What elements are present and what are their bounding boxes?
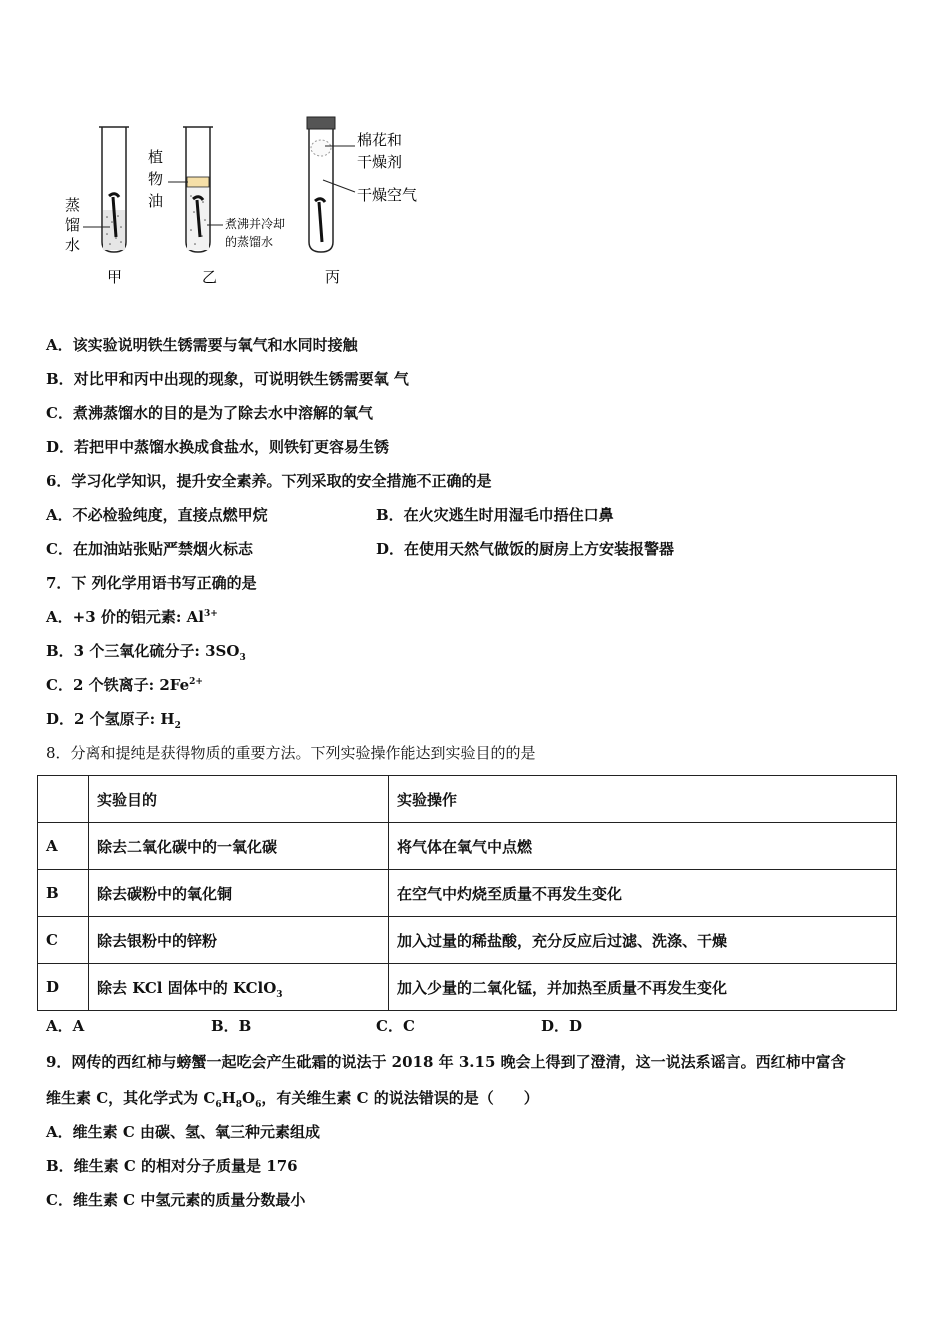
option-key: C． — [46, 404, 73, 422]
header-cell: 实验目的 — [89, 776, 389, 823]
tube-label-yi: 乙 — [202, 268, 218, 286]
q8-answer-b: B．B — [211, 1017, 252, 1035]
row-op: 在空气中灼烧至质量不再发生变化 — [389, 870, 897, 917]
option-text: 该实验说明铁生锈需要与氧气和水同时接触 — [72, 336, 358, 354]
q8-answer-c: C．C — [376, 1017, 415, 1035]
header-cell: 实验操作 — [389, 776, 897, 823]
q7-option-b — [46, 641, 246, 661]
q5-option-c — [46, 403, 373, 423]
option-text: 对比甲和丙中出现的现象，可说明铁生锈需要氧 气 — [73, 370, 409, 388]
subscript: 6 — [215, 1100, 222, 1110]
row-key: B — [38, 870, 89, 917]
row-key: A — [38, 823, 89, 870]
table-row — [38, 917, 897, 964]
rusting-experiment-figure — [55, 112, 455, 297]
q7-stem: 7．下 列化学用语书写正确的是 — [46, 574, 257, 592]
option-text: B．3 个三氧化硫分子: 3SO — [46, 642, 240, 660]
distilled-water-label-1: 蒸 — [65, 196, 81, 214]
cotton-label-1: 棉花和 — [357, 131, 403, 149]
q7-option-c — [46, 675, 203, 695]
test-tubes-diagram — [55, 112, 455, 297]
q6-option-c: C．在加油站张贴严禁烟火标志 — [46, 540, 253, 558]
q7-option-d — [46, 709, 181, 729]
superscript: 3+ — [203, 609, 218, 619]
option-key: B． — [46, 370, 74, 388]
option-text: 若把甲中蒸馏水换成食盐水，则铁钉更容易生锈 — [74, 438, 390, 456]
option-text: D．2 个氢原子: H — [46, 710, 175, 728]
q9-stem-line2 — [46, 1088, 539, 1108]
stem-text: 维生素 C，其化学式为 C — [46, 1089, 216, 1107]
header-cell — [38, 776, 89, 823]
q8-table — [37, 775, 897, 1011]
stem-text: H — [221, 1089, 236, 1107]
q5-option-d — [46, 437, 389, 457]
table-row — [38, 870, 897, 917]
tube-label-bing: 丙 — [325, 268, 341, 286]
oil-label-2: 物 — [148, 170, 164, 188]
option-text: C．2 个铁离子: 2Fe — [46, 676, 190, 694]
subscript: 3 — [239, 653, 246, 663]
option-text: A．+3 价的铝元素: Al — [46, 608, 204, 626]
oil-label-3: 油 — [148, 192, 164, 210]
tube-jia — [99, 127, 129, 252]
q9-option-b: B．维生素 C 的相对分子质量是 176 — [46, 1157, 298, 1175]
table-row — [38, 964, 897, 1011]
row-goal — [89, 964, 389, 1011]
distilled-water-label-3: 水 — [65, 236, 81, 254]
tube-yi — [183, 127, 213, 252]
subscript: 2 — [174, 721, 181, 731]
row-op: 加入少量的二氧化锰，并加热至质量不再发生变化 — [389, 964, 897, 1011]
q9-stem-line1: 9．网传的西红柿与螃蟹一起吃会产生砒霜的说法于 2018 年 3.15 晚会上得到了澄清，这一说法系谣言。西红柿中富含 — [46, 1053, 846, 1071]
q7-option-a — [46, 607, 218, 627]
row-op: 加入过量的稀盐酸，充分反应后过滤、洗涤、干燥 — [389, 917, 897, 964]
stem-text: O — [242, 1089, 256, 1107]
table-row — [38, 823, 897, 870]
q6-option-a: A．不必检验纯度，直接点燃甲烷 — [46, 506, 268, 524]
row-goal: 除去银粉中的锌粉 — [89, 917, 389, 964]
q9-option-a: A．维生素 C 由碳、氢、氧三种元素组成 — [46, 1123, 321, 1141]
row-key: D — [38, 964, 89, 1011]
subscript: 3 — [276, 989, 283, 1000]
boiled-water-label-1: 煮沸并冷却 — [225, 217, 286, 231]
superscript: 2+ — [189, 677, 203, 687]
oil-label-1: 植 — [148, 148, 164, 166]
subscript: 6 — [255, 1100, 262, 1110]
q8-stem: 8．分离和提纯是获得物质的重要方法。下列实验操作能达到实验目的的是 — [46, 744, 536, 762]
q8-answer-a: A．A — [46, 1017, 85, 1035]
q9-option-c: C．维生素 C 中氢元素的质量分数最小 — [46, 1191, 306, 1209]
q5-option-b — [46, 369, 409, 389]
distilled-water-label-2: 馏 — [65, 216, 81, 234]
row-op: 将气体在氧气中点燃 — [389, 823, 897, 870]
q8-answer-d: D．D — [541, 1017, 583, 1035]
tube-bing — [307, 117, 335, 252]
tube-label-jia: 甲 — [107, 268, 123, 286]
boiled-water-label-2: 的蒸馏水 — [225, 235, 274, 249]
q5-option-a — [46, 335, 358, 355]
q6-option-b: B．在火灾逃生时用湿毛巾捂住口鼻 — [376, 506, 614, 524]
goal-text: 除去 KCl 固体中的 KClO — [97, 978, 277, 997]
stem-text: ，有关维生素 C 的说法错误的是（ ） — [261, 1089, 539, 1107]
option-text: 煮沸蒸馏水的目的是为了除去水中溶解的氧气 — [72, 404, 373, 422]
option-key: D． — [46, 438, 75, 456]
cotton-label-2: 干燥剂 — [357, 153, 403, 171]
row-goal: 除去碳粉中的氧化铜 — [89, 870, 389, 917]
row-key: C — [38, 917, 89, 964]
table-header-row — [38, 776, 897, 823]
row-goal: 除去二氧化碳中的一氧化碳 — [89, 823, 389, 870]
option-key: A． — [46, 336, 73, 354]
q6-option-d: D．在使用天然气做饭的厨房上方安装报警器 — [376, 540, 675, 558]
q6-stem: 6．学习化学知识，提升安全素养。下列采取的安全措施不正确的是 — [46, 472, 492, 490]
subscript: 8 — [235, 1100, 243, 1110]
dry-air-label: 干燥空气 — [357, 186, 418, 204]
